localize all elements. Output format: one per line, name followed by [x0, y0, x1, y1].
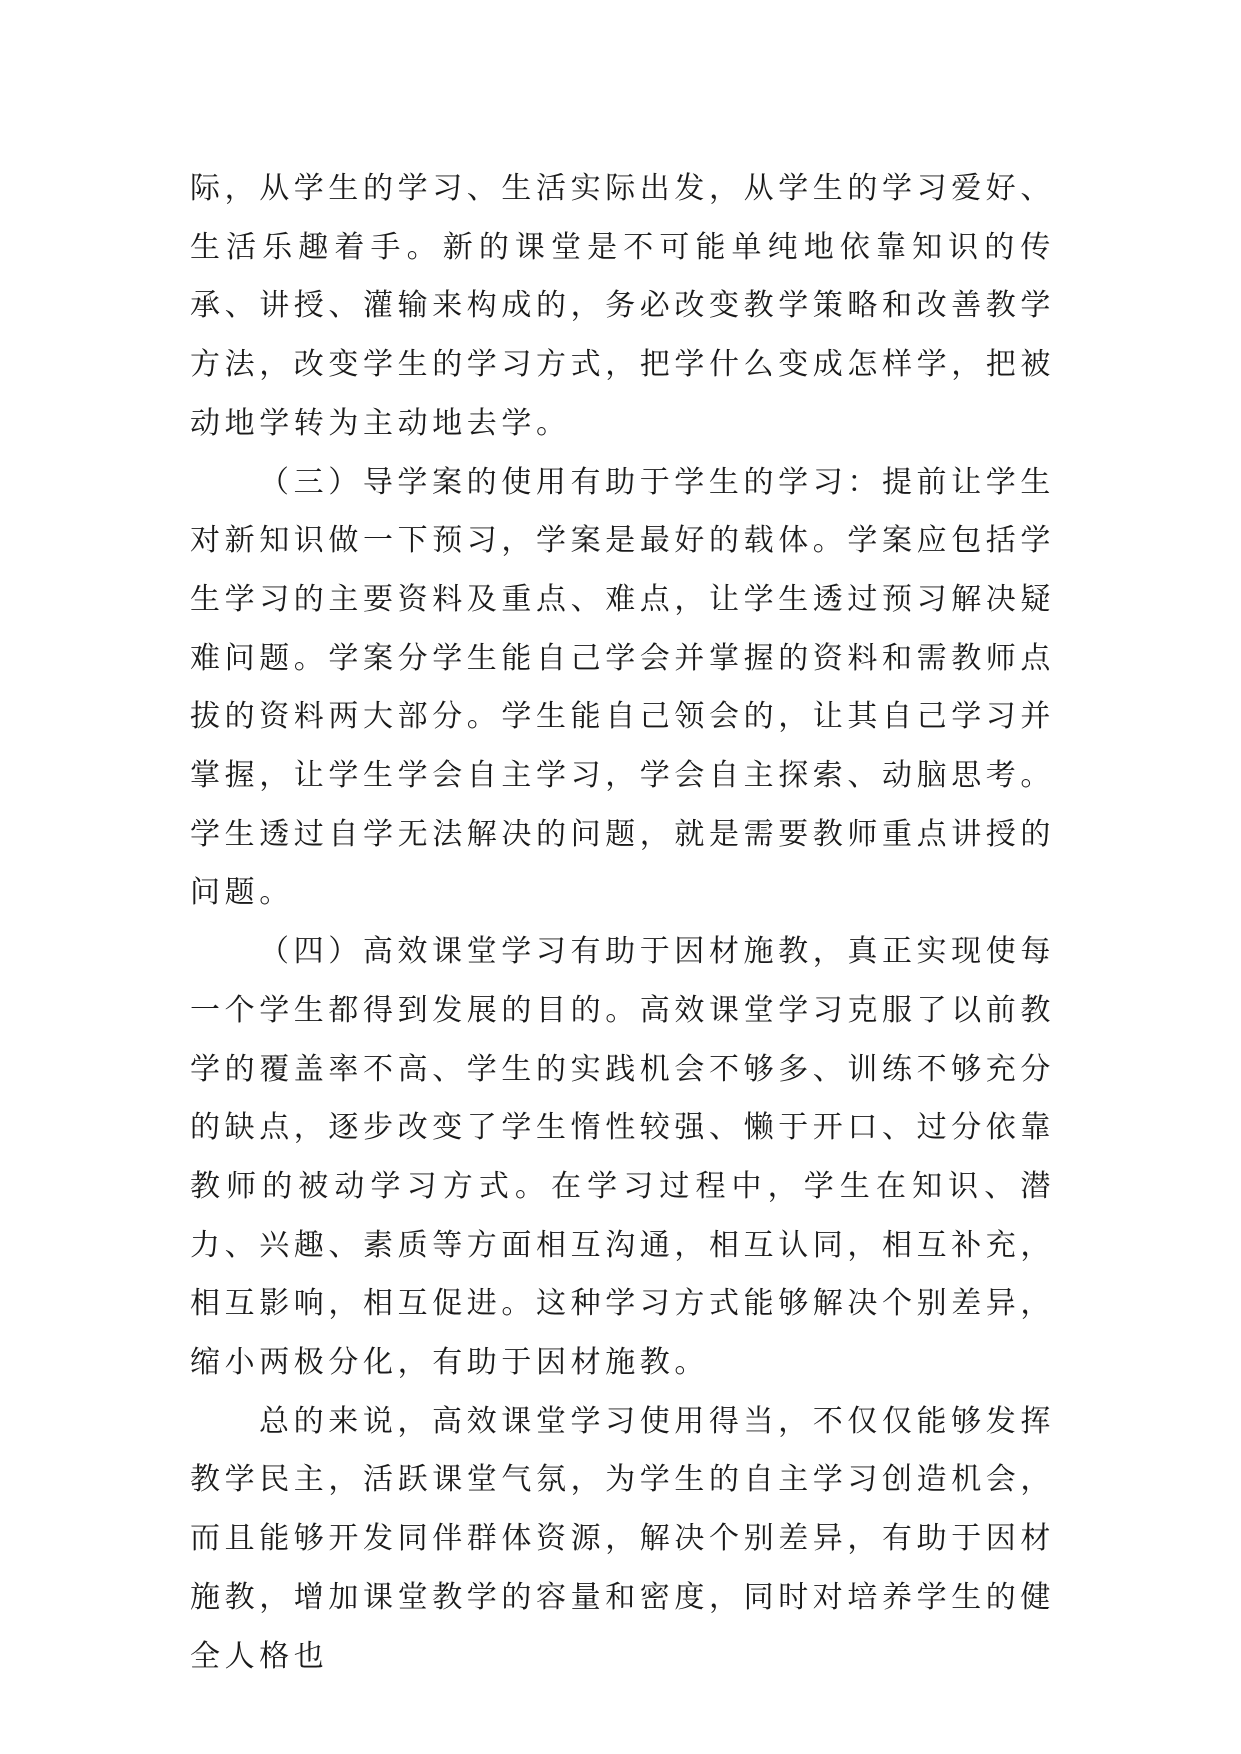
paragraph-guided-learning-plan: （三）导学案的使用有助于学生的学习：提前让学生对新知识做一下预习，学案是最好的载体。学案应包括学生学习的主要资料及重点、难点，让学生透过预习解决疑难问题。学案分学生能自己学会并掌握的资料和需教师点拔的资料两大部分。学生能自己领会的，让其自己学习并掌握，让学生学会自主学习，学会自主探索、动脑思考。学生透过自学无法解决的问题，就是需要教师重点讲授的问题。 [190, 464, 1055, 911]
paragraph-individualized-teaching: （四）高效课堂学习有助于因材施教，真正实现使每一个学生都得到发展的目的。高效课堂学习克服了以前教学的覆盖率不高、学生的实践机会不够多、训练不够充分的缺点，逐步改变了学生惰性较强、懒于开口、过分依靠教师的被动学习方式。在学习过程中，学生在知识、潜力、兴趣、素质等方面相互沟通，相互认同，相互补充，相互影响，相互促进。这种学习方式能够解决个别差异，缩小两极分化，有助于因材施教。 [190, 934, 1055, 1381]
paragraph-summary: 总的来说，高效课堂学习使用得当，不仅仅能够发挥教学民主，活跃课堂气氛，为学生的自主学习创造机会，而且能够开发同伴群体资源，解决个别差异，有助于因材施教，增加课堂教学的容量和密度，同时对培养学生的健全人格也 [190, 1403, 1055, 1674]
paragraph-continuation: 际，从学生的学习、生活实际出发，从学生的学习爱好、生活乐趣着手。新的课堂是不可能单纯地依靠知识的传承、讲授、灌输来构成的，务必改变教学策略和改善教学方法，改变学生的学习方式，把学什么变成怎样学，把被动地学转为主动地去学。 [190, 171, 1055, 441]
document-body [190, 160, 1055, 1686]
